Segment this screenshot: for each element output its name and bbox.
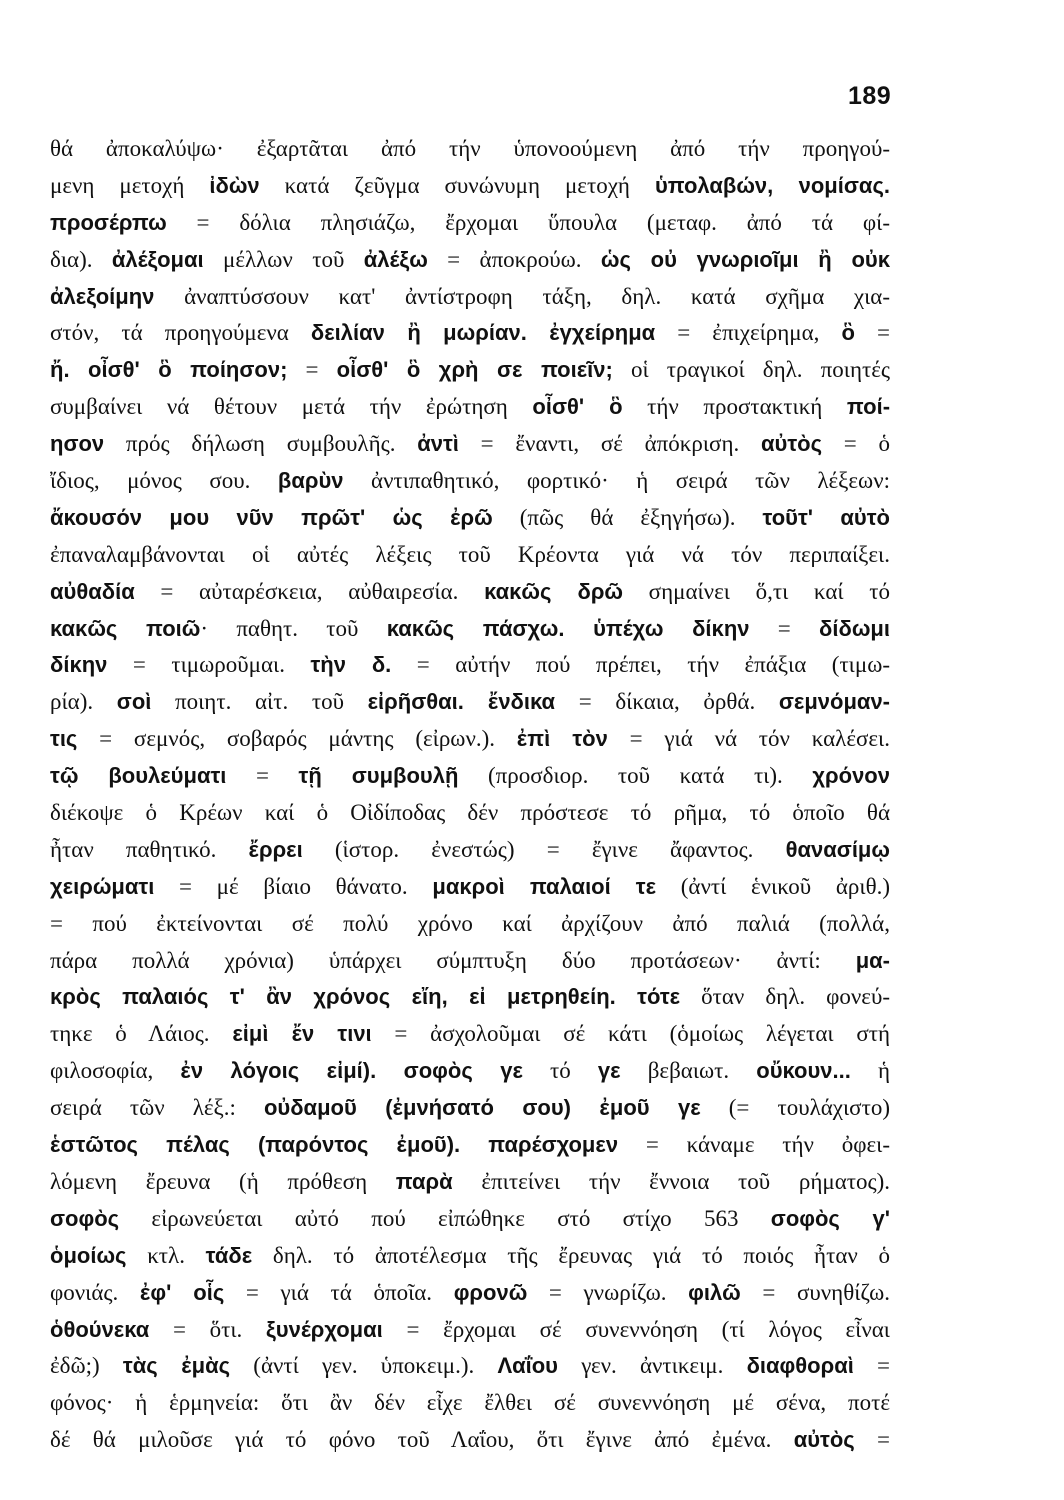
text-line — [50, 979, 890, 1016]
lemma-term: σοφὸς — [50, 1205, 120, 1231]
lemma-term: ἀλέξομαι — [111, 246, 204, 272]
gloss-text: = ἔρχομαι σέ συνεννόηση (τί λόγος εἶναι — [382, 1316, 890, 1342]
lemma-term: ἀλέξω — [363, 246, 428, 272]
gloss-text: πάρα πολλά χρόνια) ὑπάρχει σύμπτυξη δύο προτάσεων· ἀντί: — [50, 947, 856, 973]
lemma-term: ἀλεξοίμην — [50, 283, 155, 309]
gloss-text: = ὅτι. — [149, 1316, 266, 1342]
gloss-text: μενη μετοχή — [50, 172, 210, 198]
lemma-term: διαφθοραὶ — [746, 1353, 854, 1379]
text-line — [50, 500, 890, 537]
text-line — [50, 574, 890, 611]
gloss-text: θά ἀποκαλύψω· ἐξαρτᾶται ἀπό τήν ὑπονοούμενη ἀπό τήν προηγού- — [50, 136, 890, 161]
gloss-text: λόμενη ἔρευνα (ἡ πρόθεση — [50, 1168, 396, 1194]
text-line — [50, 721, 890, 758]
lemma-term: βαρὺν — [277, 468, 344, 494]
lemma-term: ἄκουσόν μου νῦν πρῶτ' ὡς ἐρῶ — [50, 504, 493, 530]
gloss-text: ἡ — [850, 1058, 890, 1084]
gloss-text: = τιμωροῦμαι. — [107, 652, 311, 678]
lemma-term: μα- — [855, 947, 890, 973]
text-line — [50, 279, 890, 316]
lemma-term: φρονῶ — [453, 1279, 528, 1305]
lemma-term: αὐτὸς — [760, 431, 823, 457]
text-line — [50, 352, 890, 389]
gloss-text: μέλλων τοῦ — [203, 246, 364, 272]
page-number: 189 — [848, 82, 892, 110]
lemma-term: προσέρπω — [50, 209, 167, 235]
text-line — [50, 1385, 890, 1422]
lemma-term: γε — [597, 1058, 621, 1084]
gloss-text: = ὁ — [822, 431, 890, 457]
gloss-text: ἀντιπαθητικό, φορτικό· ἡ σειρά τῶν λέξεων: — [343, 468, 890, 494]
gloss-text: = ἐπιχείρημα, — [655, 320, 842, 346]
text-line — [50, 906, 890, 943]
gloss-text: · παθητ. τοῦ — [200, 615, 387, 641]
gloss-text: = — [226, 763, 299, 789]
text-line — [50, 1312, 890, 1349]
lemma-term: χειρώματι — [50, 873, 155, 899]
gloss-text: = ἀσχολοῦμαι σέ κάτι (ὁμοίως λέγεται στή — [371, 1021, 890, 1047]
lemma-term: τῷ βουλεύματι — [50, 763, 227, 789]
gloss-text: = μέ βίαιο θάνατο. — [154, 873, 433, 899]
lemma-term: τὴν δ. — [310, 652, 392, 678]
gloss-text: = γνωρίζω. — [527, 1279, 689, 1305]
lemma-term: κακῶς δρῶ — [484, 578, 624, 604]
gloss-text: (ἀντί ἑνικοῦ ἀριθ.) — [656, 873, 890, 899]
gloss-text: = γιά τά ὁποῖα. — [224, 1279, 454, 1305]
gloss-text: = αὐταρέσκεια, αὐθαιρεσία. — [134, 578, 485, 604]
lemma-term: ποί- — [846, 394, 890, 420]
gloss-text: (προσδιορ. τοῦ κατά τι). — [458, 763, 813, 789]
gloss-text: (ἀντί γεν. ὑποκειμ.). — [230, 1353, 498, 1379]
text-line — [50, 426, 890, 463]
lemma-term: οἶσθ' ὃ — [532, 394, 623, 420]
lemma-term: Λαΐου — [497, 1353, 558, 1379]
lemma-term: ἐν λόγοις εἰμί). σοφὸς γε — [180, 1058, 523, 1084]
gloss-text: τό — [522, 1058, 598, 1084]
gloss-text: φιλοσοφία, — [50, 1058, 181, 1084]
gloss-text: = σεμνός, σοβαρός μάντης (εἰρων.). — [77, 726, 517, 752]
gloss-text: σειρά τῶν λέξ.: — [50, 1095, 264, 1121]
gloss-text: συμβαίνει νά θέτουν μετά τήν ἐρώτηση — [50, 394, 533, 420]
gloss-text: = — [854, 1427, 890, 1453]
text-line — [50, 315, 890, 352]
gloss-text: οἱ τραγικοί δηλ. ποιητές — [612, 357, 890, 383]
gloss-text: σημαίνει ὅ,τι καί τό — [623, 578, 890, 604]
lemma-term: ξυνέρχομαι — [265, 1316, 383, 1342]
lemma-term: ὁθούνεκα — [50, 1316, 150, 1342]
gloss-text: ἦταν παθητικό. — [50, 836, 249, 862]
lemma-term: ὡς οὐ γνωριοῖμι ἢ οὐκ — [600, 246, 890, 272]
gloss-text: φονιάς. — [50, 1279, 140, 1305]
gloss-text: = συνηθίζω. — [740, 1279, 890, 1305]
text-line — [50, 1053, 890, 1090]
lemma-term: αὐθαδία — [50, 578, 135, 604]
gloss-text: = κάναμε τήν ὀφει- — [618, 1132, 890, 1158]
gloss-text: ὅταν δηλ. φονεύ- — [680, 984, 890, 1010]
lemma-term: σοφὸς γ' — [770, 1205, 890, 1231]
gloss-text: = — [854, 320, 890, 346]
lemma-term: ὁμοίως — [50, 1242, 127, 1268]
text-line — [50, 1201, 890, 1238]
text-line — [50, 1016, 890, 1053]
gloss-text: εἰρωνεύεται αὐτό πού εἰπώθηκε στό στίχο 563 — [119, 1205, 771, 1231]
text-line — [50, 1348, 890, 1385]
gloss-text: δηλ. τό ἀποτέλεσμα τῆς ἔρευνας γιά τό ποιός ἦταν ὁ — [252, 1242, 890, 1268]
gloss-text: = — [853, 1353, 890, 1379]
text-line — [50, 1422, 890, 1459]
lemma-term: ησον — [50, 431, 105, 457]
gloss-text: ἴδιος, μόνος σου. — [50, 468, 278, 494]
text-line — [50, 869, 890, 906]
gloss-text: δια). — [50, 246, 112, 272]
gloss-text: διέκοψε ὁ Κρέων καί ὁ Οἰδίποδας δέν πρόστεσε τό ρῆμα, τό ὁποῖο θά — [50, 800, 890, 826]
lemma-term: ἔρρει — [248, 836, 303, 862]
lemma-term: χρόνον — [812, 763, 890, 789]
lemma-term: ἐφ' οἷς — [139, 1279, 225, 1305]
gloss-text: γεν. ἀντικειμ. — [558, 1353, 747, 1379]
gloss-text: ἐπιτείνει τήν ἔννοια τοῦ ρήματος). — [452, 1168, 890, 1194]
text-line — [50, 611, 890, 648]
lemma-term: ἐπὶ τὸν — [516, 726, 608, 752]
gloss-text: κατά ζεῦγμα συνώνυμη μετοχή — [259, 172, 655, 198]
lemma-term: οὐδαμοῦ (ἐμνήσατό σου) ἐμοῦ γε — [263, 1095, 701, 1121]
lemma-term: θανασίμῳ — [785, 836, 890, 862]
lemma-term: τῇ συμβουλῇ — [298, 763, 459, 789]
text-line — [50, 832, 890, 869]
gloss-text: = ἔναντι, σέ ἀπόκριση. — [458, 431, 761, 457]
gloss-text: ἀναπτύσσουν κατ' ἀντίστροφη τάξη, δηλ. κατά σχῆμα χια- — [154, 283, 890, 309]
lemma-term: ἑστῶτος πέλας (παρόντος ἐμοῦ). παρέσχομεν — [50, 1132, 619, 1158]
lemma-term: αὐτὸς — [793, 1427, 855, 1453]
lemma-term: τις — [50, 726, 78, 752]
gloss-text: = γιά νά τόν καλέσει. — [607, 726, 890, 752]
gloss-text: ἐδῶ;) — [50, 1353, 123, 1379]
gloss-text: = δίκαια, ὀρθά. — [555, 689, 779, 715]
gloss-text: = πού ἐκτείνονται σέ πολύ χρόνο καί ἀρχίζουν ἀπό παλιά (πολλά, — [50, 910, 890, 936]
gloss-text: ρία). — [50, 689, 117, 715]
lemma-term: ὑπολαβών, νομίσας. — [654, 172, 890, 198]
text-line — [50, 1127, 890, 1164]
text-line — [50, 943, 890, 980]
text-line — [50, 168, 890, 205]
text-line — [50, 1238, 890, 1275]
gloss-text: (ἱστορ. ἐνεστώς) = ἔγινε ἄφαντος. — [302, 836, 786, 862]
lemma-term: παρὰ — [395, 1168, 453, 1194]
lemma-term: εἰρῆσθαι. ἔνδικα — [367, 689, 556, 715]
gloss-text: δέ θά μιλοῦσε γιά τό φόνο τοῦ Λαΐου, ὅτι ἔγινε ἀπό ἐμένα. — [50, 1427, 794, 1453]
gloss-text: κτλ. — [126, 1242, 206, 1268]
gloss-text: ποιητ. αἰτ. τοῦ — [151, 689, 368, 715]
gloss-text: = ἀποκρούω. — [427, 246, 601, 272]
text-line — [50, 537, 890, 574]
text-line — [50, 1275, 890, 1312]
gloss-text: ἐπαναλαμβάνονται οἱ αὐτές λέξεις τοῦ Κρέοντα γιά νά τόν περιπαίξει. — [50, 541, 890, 567]
gloss-text: = — [287, 357, 337, 383]
lemma-term: μακροὶ παλαιοί τε — [432, 873, 657, 899]
lemma-term: οἶσθ' ὃ χρὴ σε ποιεῖν; — [336, 357, 613, 383]
lemma-term: ἤ. οἶσθ' ὃ ποίησον; — [50, 357, 288, 383]
gloss-text: πρός δήλωση συμβουλῆς. — [104, 431, 418, 457]
lemma-term: ἰδὼν — [209, 172, 260, 198]
lemma-term: οὔκουν... — [756, 1058, 851, 1084]
gloss-text: φόνος· ἡ ἑρμηνεία: ὅτι ἂν δέν εἶχε ἔλθει σέ συνεννόηση μέ σένα, ποτέ — [50, 1390, 890, 1416]
commentary-text — [50, 131, 890, 1459]
lemma-term: κακῶς ποιῶ — [50, 615, 201, 641]
text-line — [50, 684, 890, 721]
gloss-text: τηκε ὁ Λάιος. — [50, 1021, 233, 1047]
lemma-term: τὰς ἐμὰς — [122, 1353, 231, 1379]
lemma-term: δίδωμι — [819, 615, 890, 641]
text-line — [50, 795, 890, 832]
text-line — [50, 389, 890, 426]
lemma-term: φιλῶ — [688, 1279, 741, 1305]
lemma-term: εἰμὶ ἔν τινι — [232, 1021, 372, 1047]
lemma-term: κακῶς πάσχω. ὑπέχω δίκην — [386, 615, 750, 641]
lemma-term: ὃ — [841, 320, 855, 346]
text-line — [50, 131, 890, 168]
gloss-text: (πῶς θά ἐξηγήσω). — [492, 504, 763, 530]
lemma-term: δειλίαν ἢ μωρίαν. ἐγχείρημα — [310, 320, 656, 346]
text-line — [50, 647, 890, 684]
text-line — [50, 205, 890, 242]
text-line — [50, 463, 890, 500]
text-line — [50, 1090, 890, 1127]
gloss-text: βεβαιωτ. — [620, 1058, 757, 1084]
gloss-text: = δόλια πλησιάζω, ἔρχομαι ὕπουλα (μεταφ. ἀπό τά φί- — [166, 209, 890, 235]
lemma-term: κρὸς παλαιός τ' ἂν χρόνος εἴη, εἰ μετρηθείη. τότε — [50, 984, 681, 1010]
lemma-term: ἀντὶ — [417, 431, 459, 457]
gloss-text: = αὐτήν πού πρέπει, τήν ἐπάξια (τιμω- — [391, 652, 890, 678]
lemma-term: σοὶ — [116, 689, 152, 715]
lemma-term: τοῦτ' αὐτὸ — [762, 504, 890, 530]
gloss-text: τήν προστακτική — [622, 394, 847, 420]
text-line — [50, 1164, 890, 1201]
gloss-text: (= τουλάχιστο) — [700, 1095, 890, 1121]
gloss-text: στόν, τά προηγούμενα — [50, 320, 311, 346]
text-line — [50, 242, 890, 279]
lemma-term: σεμνόμαν- — [778, 689, 890, 715]
lemma-term: δίκην — [50, 652, 108, 678]
gloss-text: = — [749, 615, 820, 641]
lemma-term: τάδε — [205, 1242, 253, 1268]
text-line — [50, 758, 890, 795]
